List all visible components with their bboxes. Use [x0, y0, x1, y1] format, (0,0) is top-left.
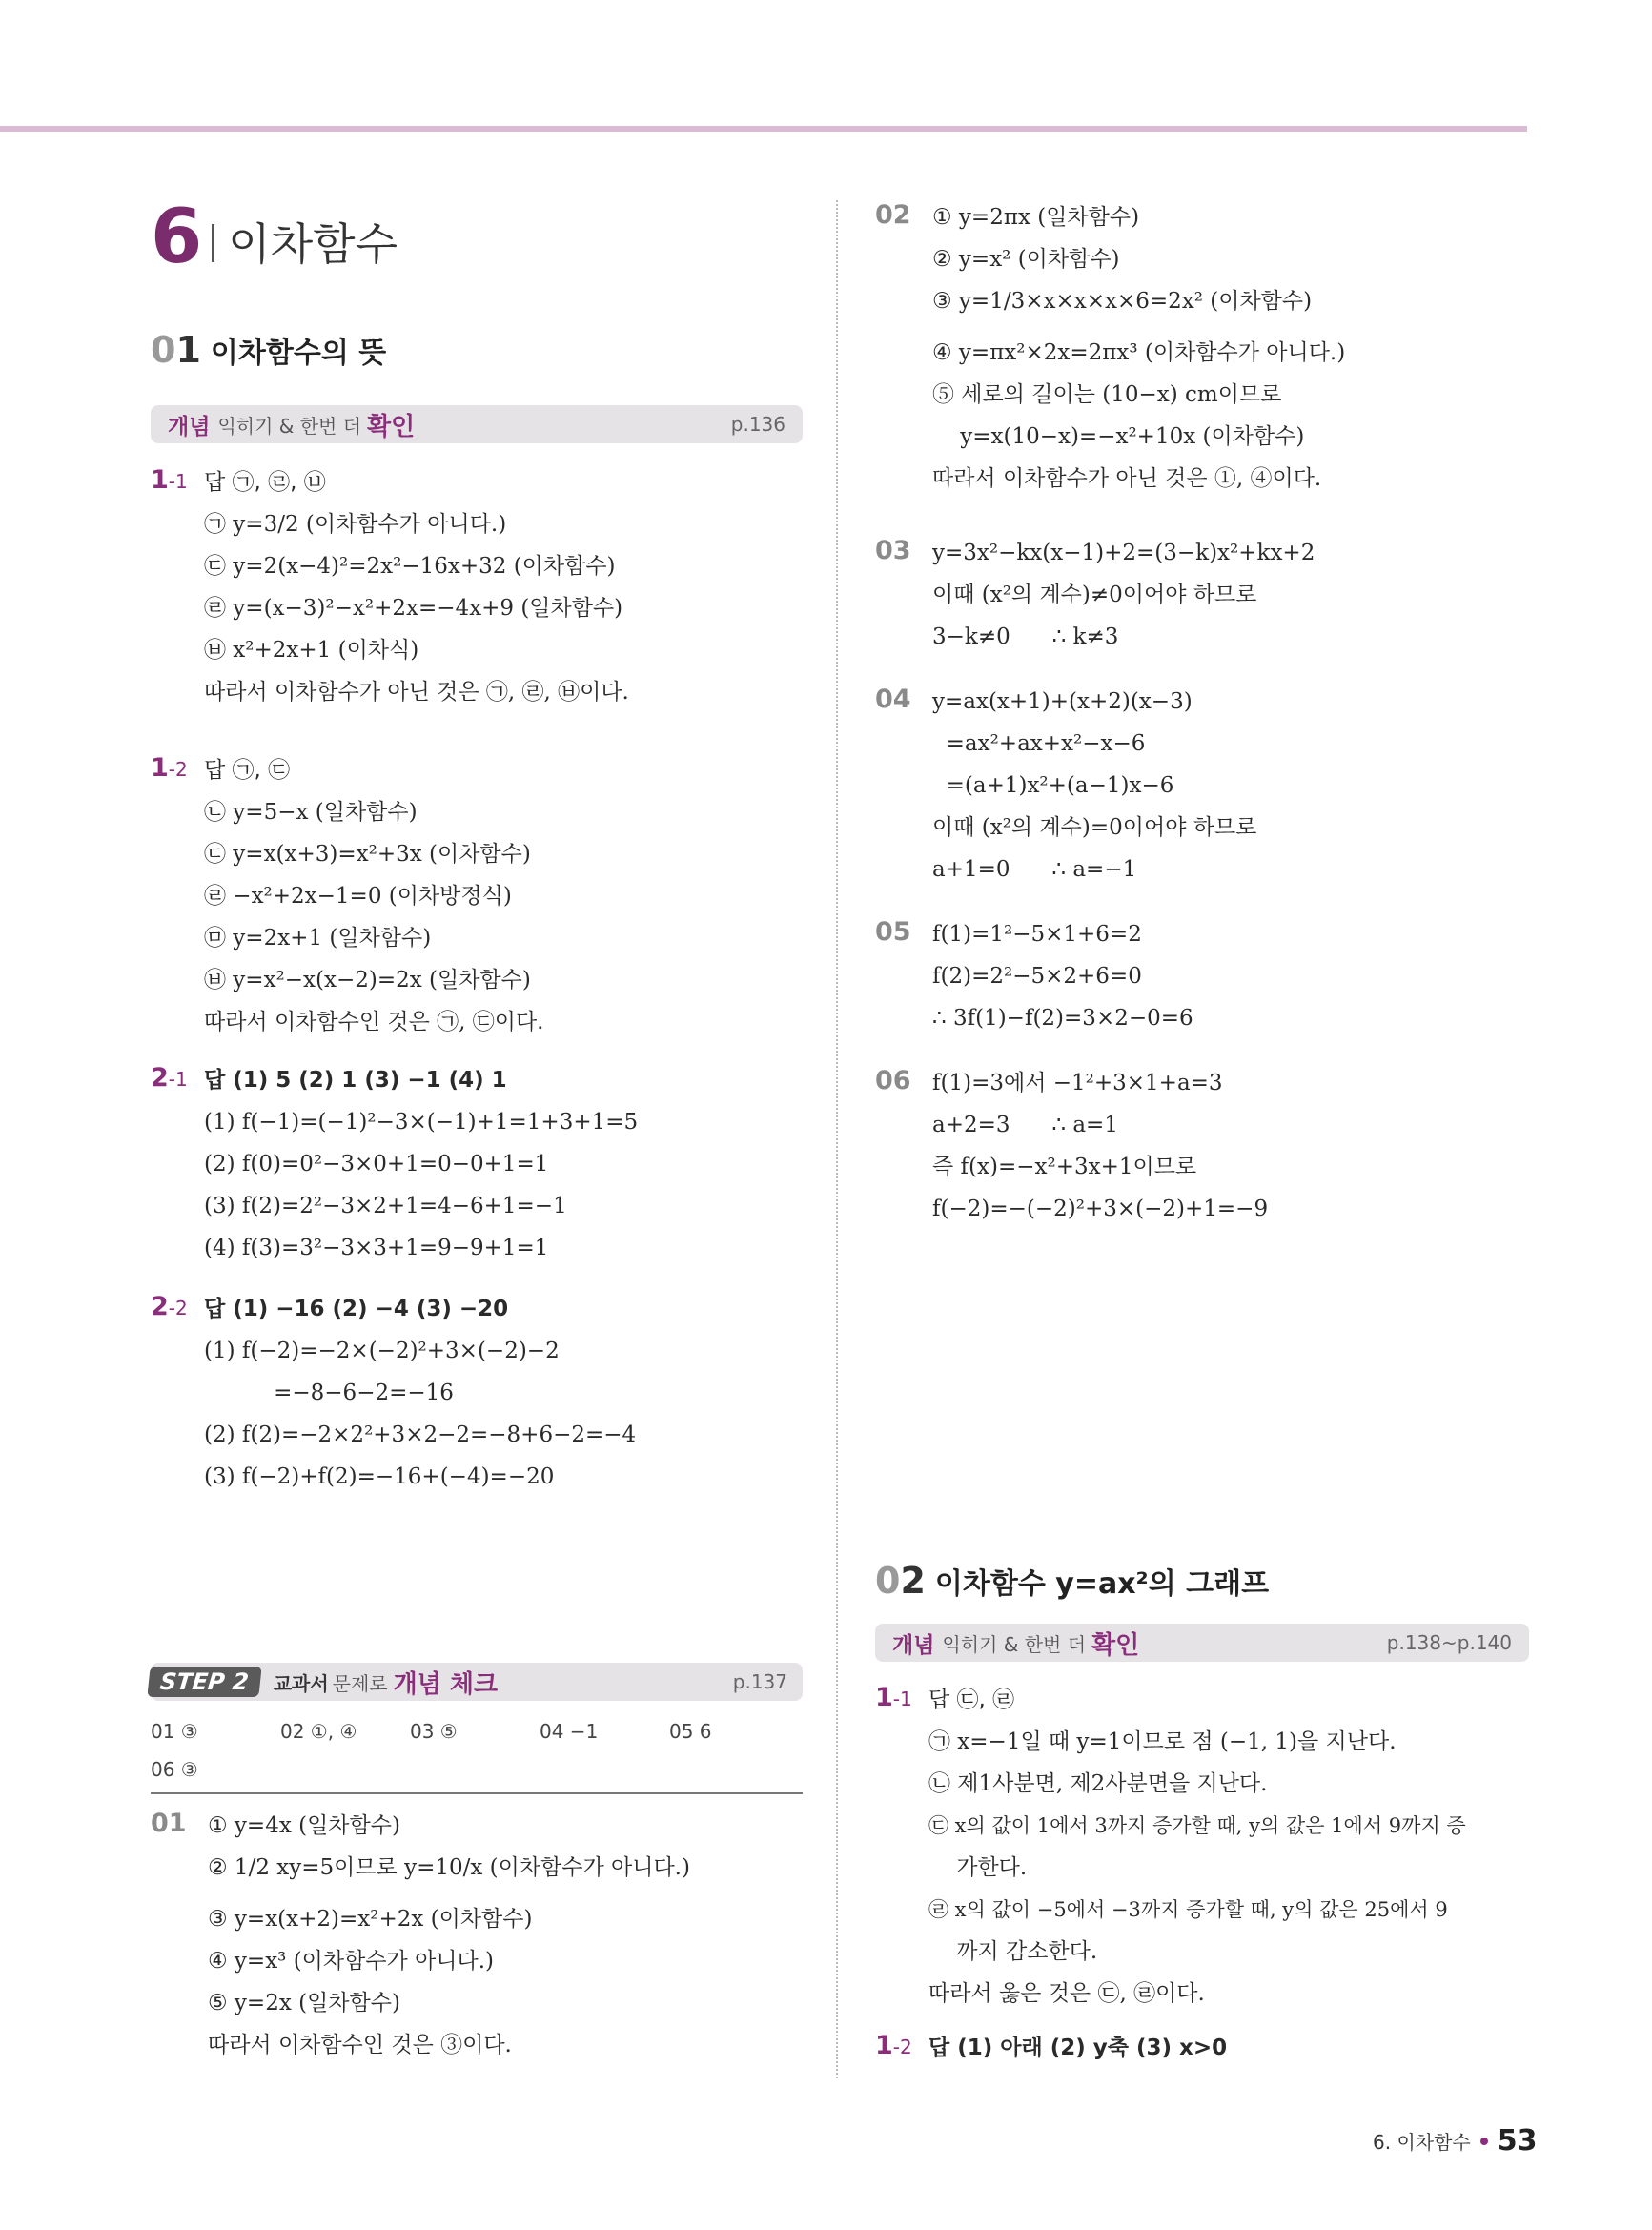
- solution-line: ③ y=x(x+2)=x²+2x (이차함수): [208, 1907, 533, 1932]
- solution-lines: [928, 1683, 1466, 2018]
- step2-label-check: 개념 체크: [393, 1669, 499, 1699]
- section-number: 01: [151, 329, 201, 371]
- solution-line: f(−2)=−(−2)²+3×(−2)+1=−9: [932, 1197, 1269, 1221]
- solution-line: y=x(10−x)=−x²+10x (이차함수): [932, 424, 1305, 449]
- problem-number: 03: [875, 536, 911, 565]
- solution-lines: [204, 1292, 636, 1502]
- solution-line: =−8−6−2=−16: [204, 1381, 454, 1405]
- solution-lines: [932, 917, 1193, 1043]
- problem-number: 1-2: [875, 2031, 912, 2060]
- solution-line: ㉢ y=x(x+3)=x²+3x (이차함수): [204, 842, 531, 867]
- solution-line: 즉 f(x)=−x²+3x+1이므로: [932, 1155, 1197, 1179]
- step2-label-textbook: 교과서: [273, 1671, 329, 1695]
- answer-line: 답 ㉠, ㉢: [204, 758, 291, 783]
- solution-line: ㉢ y=2(x−4)²=2x²−16x+32 (이차함수): [204, 554, 616, 579]
- problem-number: 04: [875, 685, 911, 714]
- solution-line: ㉡ y=5−x (일차함수): [204, 800, 418, 825]
- solution-line: 따라서 이차함수인 것은 ㉠, ㉢이다.: [204, 1010, 544, 1034]
- solution-line: ㉤ y=2x+1 (일차함수): [204, 926, 432, 951]
- banner-page-ref: p.136: [730, 413, 785, 436]
- banner-label-concept: 개념: [892, 1632, 935, 1658]
- problem-number: 1-1: [875, 1683, 912, 1712]
- quick-answers: [151, 1712, 803, 1789]
- page-number: 53: [1497, 2124, 1538, 2158]
- quick-answer: 06 ③: [151, 1758, 198, 1781]
- solution-line: 따라서 이차함수가 아닌 것은 ㉠, ㉣, ㉥이다.: [204, 680, 629, 705]
- quick-answers-row: [151, 1750, 803, 1789]
- solution-line: ⑤ 세로의 길이는 (10−x) cm이므로: [932, 382, 1282, 407]
- solution-lines: [928, 2031, 1227, 2073]
- problem-number: 06: [875, 1066, 911, 1095]
- solution-line: ㉢ x의 값이 1에서 3까지 증가할 때, y의 값은 1에서 9까지 증: [928, 1814, 1466, 1837]
- solution-lines: [932, 536, 1315, 662]
- section-title: 이차함수 y=ax²의 그래프: [934, 1567, 1270, 1601]
- section-number: 02: [875, 1560, 926, 1602]
- footer-bullet-icon: [1480, 2138, 1488, 2145]
- solution-line: ① y=4x (일차함수): [208, 1813, 400, 1838]
- solution-line: y=ax(x+1)+(x+2)(x−3): [932, 689, 1193, 714]
- section-heading-2: [875, 1560, 1269, 1602]
- solution-line: ⑤ y=2x (일차함수): [208, 1991, 400, 2015]
- footer-chapter-label: 6. 이차함수: [1373, 2131, 1471, 2154]
- banner-page-ref: p.138~p.140: [1386, 1631, 1512, 1654]
- banner-label-check: 확인: [367, 412, 416, 441]
- banner-label-practice: 익히기 & 한번 더: [217, 414, 362, 438]
- step2-badge: STEP 2: [147, 1667, 261, 1697]
- problem-number: 2-1: [151, 1063, 188, 1093]
- solution-lines: [204, 753, 543, 1047]
- solution-lines: [204, 1063, 638, 1273]
- solution-line: ㉠ y=3/2 (이차함수가 아니다.): [204, 512, 507, 537]
- solution-line: ㉡ 제1사분면, 제2사분면을 지난다.: [928, 1771, 1268, 1796]
- solution-line: f(1)=1²−5×1+6=2: [932, 922, 1142, 947]
- problem-number: 05: [875, 917, 911, 947]
- solution-lines: [932, 200, 1345, 503]
- quick-answers-row: [151, 1712, 803, 1750]
- chapter-divider: [212, 224, 214, 262]
- quick-answer: 04 −1: [540, 1720, 599, 1743]
- problem-number: 1-1: [151, 465, 188, 495]
- solution-lines: [204, 465, 629, 717]
- solution-line: ㉣ x의 값이 −5에서 −3까지 증가할 때, y의 값은 25에서 9: [928, 1898, 1448, 1921]
- concept-banner: [151, 405, 803, 443]
- quick-answer: 03 ⑤: [410, 1720, 458, 1743]
- solution-line: (2) f(2)=−2×2²+3×2−2=−8+6−2=−4: [204, 1422, 637, 1447]
- quick-answers-rule: [151, 1792, 803, 1794]
- answer-line: 답 ㉢, ㉣: [928, 1688, 1015, 1712]
- banner-label-concept: 개념: [168, 414, 211, 440]
- problem-number: 02: [875, 200, 911, 230]
- solution-line: 3−k≠0 ∴ k≠3: [932, 624, 1119, 649]
- solution-line: ㉣ y=(x−3)²−x²+2x=−4x+9 (일차함수): [204, 596, 623, 621]
- banner-label-practice: 익히기 & 한번 더: [942, 1632, 1087, 1656]
- column-divider: [836, 200, 838, 2078]
- solution-line: 따라서 이차함수가 아닌 것은 ①, ④이다.: [932, 466, 1322, 491]
- top-rule: [0, 126, 1527, 132]
- answer-line: 답 ㉠, ㉣, ㉥: [204, 470, 326, 495]
- solution-line: (3) f(−2)+f(2)=−16+(−4)=−20: [204, 1464, 555, 1489]
- answer-line: 답 (1) 아래 (2) y축 (3) x>0: [928, 2036, 1228, 2060]
- solution-line: (4) f(3)=3²−3×3+1=9−9+1=1: [204, 1236, 549, 1260]
- quick-answer: 02 ①, ④: [280, 1720, 357, 1743]
- solution-lines: [932, 1066, 1268, 1234]
- solution-line: f(1)=3에서 −1²+3×1+a=3: [932, 1071, 1223, 1095]
- solution-line: ② y=x² (이차함수): [932, 247, 1120, 272]
- quick-answer: 05 6: [669, 1720, 712, 1743]
- chapter-heading: [151, 194, 398, 280]
- solution-line: ∴ 3f(1)−f(2)=3×2−0=6: [932, 1006, 1193, 1031]
- solution-line: =ax²+ax+x²−x−6: [932, 731, 1146, 756]
- solution-line: ③ y=1/3×x×x×x×6=2x² (이차함수): [932, 289, 1313, 314]
- solution-line: f(2)=2²−5×2+6=0: [932, 964, 1142, 989]
- banner-label-check: 확인: [1091, 1630, 1140, 1660]
- chapter-number: 6: [151, 194, 203, 280]
- solution-line: ② 1/2 xy=5이므로 y=10/x (이차함수가 아니다.): [208, 1855, 690, 1880]
- solution-line: ① y=2πx (일차함수): [932, 205, 1140, 230]
- solution-line: =(a+1)x²+(a−1)x−6: [932, 773, 1174, 798]
- solution-line: 이때 (x²의 계수)≠0이어야 하므로: [932, 583, 1257, 607]
- solution-lines: [932, 685, 1256, 894]
- solution-line: 가한다.: [928, 1855, 1028, 1880]
- concept-banner-2: [875, 1624, 1529, 1662]
- section-heading-1: [151, 329, 386, 371]
- solution-line: 이때 (x²의 계수)=0이어야 하므로: [932, 815, 1257, 840]
- solution-line: ④ y=πx²×2x=2πx³ (이차함수가 아니다.): [932, 340, 1346, 365]
- problem-number: 1-2: [151, 753, 188, 783]
- solution-line: y=3x²−kx(x−1)+2=(3−k)x²+kx+2: [932, 541, 1315, 565]
- problem-number: 01: [151, 1809, 187, 1838]
- solution-lines: [208, 1809, 690, 2070]
- chapter-title: 이차함수: [228, 218, 398, 270]
- step2-page-ref: p.137: [732, 1670, 787, 1693]
- page-footer: [1373, 2124, 1537, 2158]
- solution-line: ④ y=x³ (이차함수가 아니다.): [208, 1949, 495, 1974]
- solution-line: a+1=0 ∴ a=−1: [932, 857, 1137, 882]
- solution-line: ㉠ x=−1일 때 y=1이므로 점 (−1, 1)을 지난다.: [928, 1729, 1397, 1754]
- step2-label-problems: 문제로: [332, 1671, 388, 1695]
- solution-line: (3) f(2)=2²−3×2+1=4−6+1=−1: [204, 1194, 567, 1218]
- step2-banner: [151, 1663, 803, 1701]
- solution-line: (2) f(0)=0²−3×0+1=0−0+1=1: [204, 1152, 549, 1176]
- solution-line: ㉥ x²+2x+1 (이차식): [204, 638, 419, 663]
- solution-line: 따라서 이차함수인 것은 ③이다.: [208, 2033, 512, 2057]
- solution-line: ㉥ y=x²−x(x−2)=2x (일차함수): [204, 968, 531, 992]
- solution-line: (1) f(−2)=−2×(−2)²+3×(−2)−2: [204, 1339, 560, 1363]
- section-title: 이차함수의 뜻: [210, 337, 387, 370]
- answer-line: 답 (1) −16 (2) −4 (3) −20: [204, 1297, 509, 1321]
- solution-line: a+2=3 ∴ a=1: [932, 1113, 1118, 1137]
- answer-line: 답 (1) 5 (2) 1 (3) −1 (4) 1: [204, 1068, 507, 1093]
- solution-line: 따라서 옳은 것은 ㉢, ㉣이다.: [928, 1981, 1205, 2006]
- solution-line: 까지 감소한다.: [928, 1939, 1098, 1964]
- problem-number: 2-2: [151, 1292, 188, 1321]
- solution-line: ㉣ −x²+2x−1=0 (이차방정식): [204, 884, 512, 909]
- quick-answer: 01 ③: [151, 1720, 198, 1743]
- solution-line: (1) f(−1)=(−1)²−3×(−1)+1=1+3+1=5: [204, 1110, 639, 1135]
